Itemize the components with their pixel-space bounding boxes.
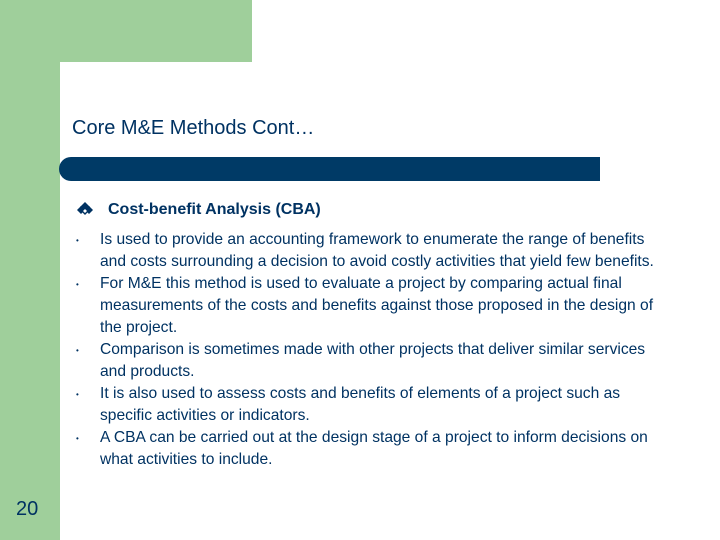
bullet-text: For M&E this method is used to evaluate a project by comparing actual final measurements of the costs and benefits against those proposed in the design of the project. xyxy=(100,275,654,336)
bullet-item-1 xyxy=(76,229,666,273)
small-bullet-icon: • xyxy=(76,236,79,245)
slide-number: 20 xyxy=(16,498,39,520)
bullet-item-3 xyxy=(76,339,666,383)
left-green-band xyxy=(0,0,60,540)
title-accent-bar xyxy=(59,157,600,181)
cost-benefit-heading: Cost-benefit Analysis (CBA) xyxy=(108,201,321,218)
slide-title: Core M&E Methods Cont… xyxy=(72,117,315,139)
small-bullet-icon: • xyxy=(76,280,79,289)
bullet-text: It is also used to assess costs and benefits of elements of a project such as specific activities or indicators. xyxy=(100,385,621,424)
bullet-item-5 xyxy=(76,427,666,471)
bullet-text: A CBA can be carried out at the design stage of a project to inform decisions on what activities to include. xyxy=(100,429,648,468)
bullet-text: Is used to provide an accounting framework to enumerate the range of benefits and costs surrounding a decision to avoid costly activities that yield few benefits. xyxy=(100,231,654,270)
small-bullet-icon: • xyxy=(76,346,79,355)
main-bullet-point xyxy=(75,201,321,219)
diamond-bullet-icon xyxy=(75,201,95,219)
bullet-text: Comparison is sometimes made with other projects that deliver similar services and products. xyxy=(100,341,646,380)
bullet-item-4 xyxy=(76,383,666,427)
bullet-item-2 xyxy=(76,273,666,339)
small-bullet-icon: • xyxy=(76,434,79,443)
top-green-band xyxy=(0,0,252,62)
small-bullet-icon: • xyxy=(76,390,79,399)
cba-bullet-list xyxy=(76,229,666,471)
